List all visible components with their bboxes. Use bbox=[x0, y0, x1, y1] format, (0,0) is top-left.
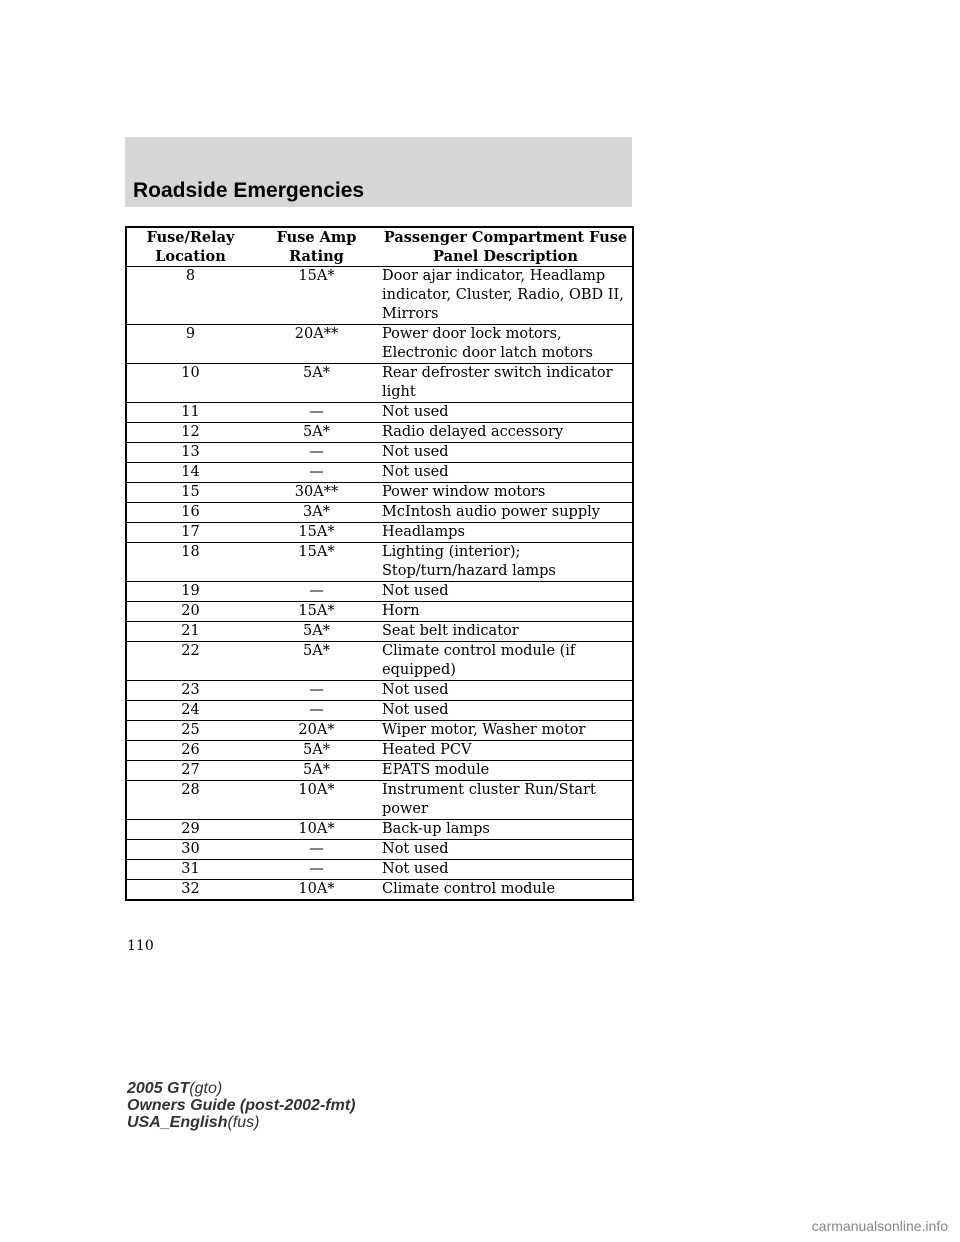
table-row bbox=[126, 582, 633, 602]
fuse-amp-cell: 5A* bbox=[254, 364, 379, 403]
table-row bbox=[126, 602, 633, 622]
fuse-location-cell: 17 bbox=[126, 523, 254, 543]
fuse-location-cell: 11 bbox=[126, 403, 254, 423]
fuse-amp-cell: 5A* bbox=[254, 622, 379, 642]
fuse-amp-cell: — bbox=[254, 860, 379, 880]
table-row bbox=[126, 463, 633, 483]
fuse-amp-cell: 5A* bbox=[254, 642, 379, 681]
table-row bbox=[126, 741, 633, 761]
fuse-description-cell: Seat belt indicator bbox=[379, 622, 633, 642]
table-row bbox=[126, 364, 633, 403]
table-row bbox=[126, 443, 633, 463]
fuse-description-cell: Not used bbox=[379, 681, 633, 701]
fuse-location-cell: 14 bbox=[126, 463, 254, 483]
table-row bbox=[126, 503, 633, 523]
fuse-amp-cell: 20A* bbox=[254, 721, 379, 741]
table-row bbox=[126, 622, 633, 642]
fuse-description-cell: Not used bbox=[379, 443, 633, 463]
fuse-location-cell: 27 bbox=[126, 761, 254, 781]
footer-guide: Owners Guide (post-2002-fmt) bbox=[127, 1097, 356, 1114]
fuse-table-body bbox=[126, 267, 633, 901]
footer-model-code: (gto) bbox=[189, 1080, 223, 1097]
section-title: Roadside Emergencies bbox=[133, 179, 365, 202]
fuse-location-cell: 16 bbox=[126, 503, 254, 523]
fuse-amp-cell: 15A* bbox=[254, 602, 379, 622]
fuse-description-cell: McIntosh audio power supply bbox=[379, 503, 633, 523]
table-row bbox=[126, 721, 633, 741]
fuse-description-cell: Not used bbox=[379, 403, 633, 423]
fuse-location-cell: 25 bbox=[126, 721, 254, 741]
footer-model: 2005 GT bbox=[127, 1080, 190, 1097]
page-number: 110 bbox=[127, 938, 154, 954]
fuse-description-cell: Lighting (interior); Stop/turn/hazard lamps bbox=[379, 543, 633, 582]
fuse-description-cell: Not used bbox=[379, 463, 633, 483]
fuse-amp-cell: 15A* bbox=[254, 543, 379, 582]
fuse-location-cell: 31 bbox=[126, 860, 254, 880]
fuse-location-cell: 22 bbox=[126, 642, 254, 681]
table-row bbox=[126, 781, 633, 820]
fuse-amp-cell: — bbox=[254, 403, 379, 423]
fuse-description-cell: Wiper motor, Washer motor bbox=[379, 721, 633, 741]
table-row bbox=[126, 880, 633, 901]
fuse-location-cell: 8 bbox=[126, 267, 254, 325]
column-header-amp-rating: Fuse Amp Rating bbox=[254, 227, 379, 267]
section-header bbox=[125, 137, 632, 207]
fuse-description-cell: Headlamps bbox=[379, 523, 633, 543]
fuse-amp-cell: — bbox=[254, 681, 379, 701]
table-row bbox=[126, 761, 633, 781]
table-header-row bbox=[126, 227, 633, 267]
fuse-amp-cell: 15A* bbox=[254, 523, 379, 543]
watermark: carmanualsonline.info bbox=[811, 1218, 948, 1234]
fuse-description-cell: Rear defroster switch indicator light bbox=[379, 364, 633, 403]
fuse-amp-cell: — bbox=[254, 582, 379, 602]
fuse-description-cell: Heated PCV bbox=[379, 741, 633, 761]
fuse-amp-cell: 5A* bbox=[254, 741, 379, 761]
table-row bbox=[126, 267, 633, 325]
fuse-description-cell: Door ajar indicator, Headlamp indicator, Cluster, Radio, OBD II, Mirrors bbox=[379, 267, 633, 325]
fuse-amp-cell: 15A* bbox=[254, 267, 379, 325]
fuse-location-cell: 23 bbox=[126, 681, 254, 701]
fuse-amp-cell: 10A* bbox=[254, 781, 379, 820]
table-row bbox=[126, 860, 633, 880]
fuse-table bbox=[125, 226, 634, 901]
fuse-amp-cell: — bbox=[254, 840, 379, 860]
fuse-description-cell: Power door lock motors, Electronic door latch motors bbox=[379, 325, 633, 364]
fuse-description-cell: Instrument cluster Run/Start power bbox=[379, 781, 633, 820]
fuse-amp-cell: 5A* bbox=[254, 423, 379, 443]
fuse-amp-cell: 20A** bbox=[254, 325, 379, 364]
fuse-location-cell: 15 bbox=[126, 483, 254, 503]
fuse-location-cell: 29 bbox=[126, 820, 254, 840]
table-row bbox=[126, 325, 633, 364]
fuse-amp-cell: 3A* bbox=[254, 503, 379, 523]
table-row bbox=[126, 642, 633, 681]
table-row bbox=[126, 701, 633, 721]
table-row bbox=[126, 840, 633, 860]
table-row bbox=[126, 820, 633, 840]
fuse-location-cell: 20 bbox=[126, 602, 254, 622]
fuse-location-cell: 10 bbox=[126, 364, 254, 403]
fuse-location-cell: 12 bbox=[126, 423, 254, 443]
fuse-amp-cell: — bbox=[254, 463, 379, 483]
fuse-description-cell: Back-up lamps bbox=[379, 820, 633, 840]
column-header-description: Passenger Compartment Fuse Panel Description bbox=[379, 227, 633, 267]
fuse-description-cell: Climate control module (if equipped) bbox=[379, 642, 633, 681]
fuse-description-cell: Not used bbox=[379, 840, 633, 860]
fuse-amp-cell: 5A* bbox=[254, 761, 379, 781]
fuse-amp-cell: 10A* bbox=[254, 820, 379, 840]
footer-language: USA_English bbox=[127, 1114, 228, 1131]
document-footer bbox=[127, 1080, 355, 1131]
fuse-description-cell: Not used bbox=[379, 582, 633, 602]
fuse-location-cell: 19 bbox=[126, 582, 254, 602]
table-row bbox=[126, 483, 633, 503]
table-row bbox=[126, 523, 633, 543]
fuse-amp-cell: 30A** bbox=[254, 483, 379, 503]
fuse-location-cell: 18 bbox=[126, 543, 254, 582]
table-row bbox=[126, 681, 633, 701]
fuse-location-cell: 32 bbox=[126, 880, 254, 901]
fuse-description-cell: Power window motors bbox=[379, 483, 633, 503]
fuse-location-cell: 9 bbox=[126, 325, 254, 364]
fuse-description-cell: Not used bbox=[379, 701, 633, 721]
fuse-amp-cell: — bbox=[254, 443, 379, 463]
table-row bbox=[126, 403, 633, 423]
fuse-description-cell: Not used bbox=[379, 860, 633, 880]
fuse-description-cell: EPATS module bbox=[379, 761, 633, 781]
fuse-amp-cell: 10A* bbox=[254, 880, 379, 901]
fuse-description-cell: Climate control module bbox=[379, 880, 633, 901]
fuse-location-cell: 28 bbox=[126, 781, 254, 820]
footer-language-code: (fus) bbox=[227, 1114, 260, 1131]
fuse-location-cell: 13 bbox=[126, 443, 254, 463]
fuse-location-cell: 24 bbox=[126, 701, 254, 721]
fuse-amp-cell: — bbox=[254, 701, 379, 721]
fuse-location-cell: 21 bbox=[126, 622, 254, 642]
fuse-description-cell: Horn bbox=[379, 602, 633, 622]
fuse-location-cell: 26 bbox=[126, 741, 254, 761]
fuse-location-cell: 30 bbox=[126, 840, 254, 860]
table-row bbox=[126, 423, 633, 443]
table-row bbox=[126, 543, 633, 582]
column-header-location: Fuse/Relay Location bbox=[126, 227, 254, 267]
fuse-description-cell: Radio delayed accessory bbox=[379, 423, 633, 443]
